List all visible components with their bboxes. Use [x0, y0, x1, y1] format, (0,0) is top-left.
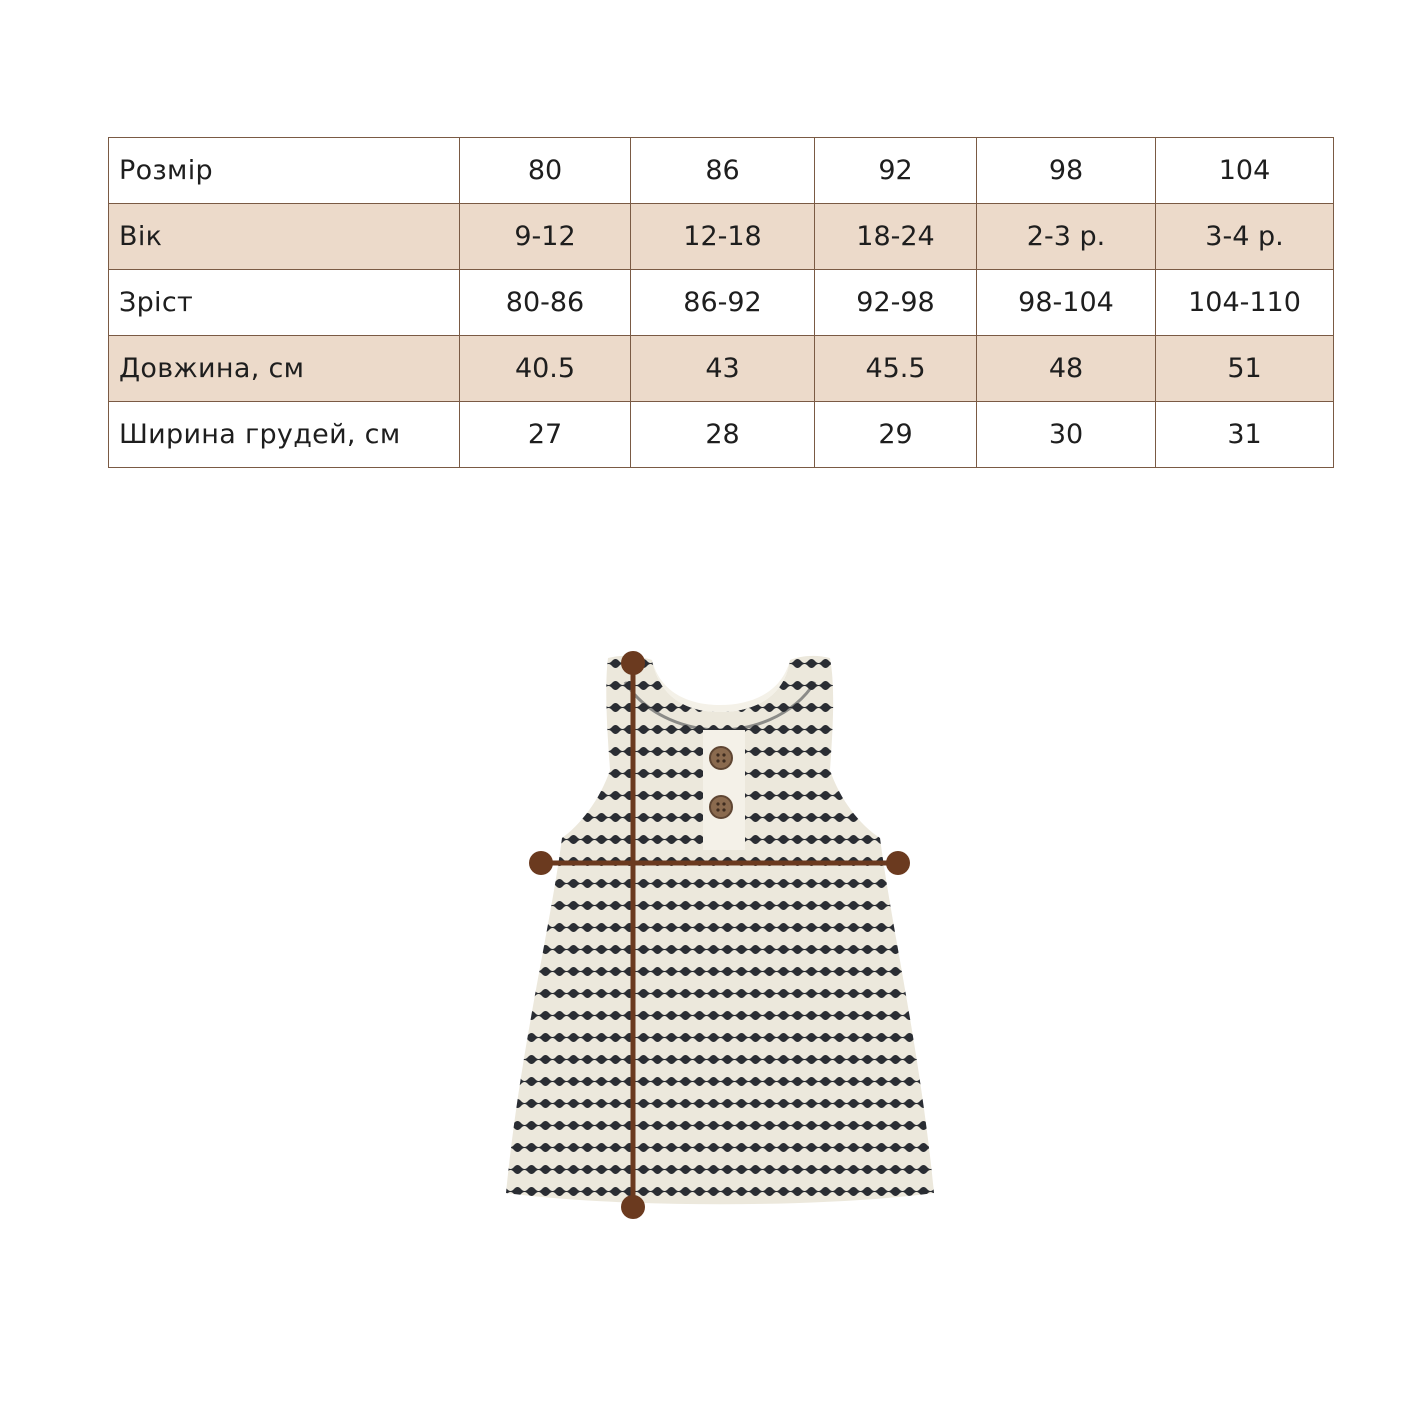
- cell-value: 29: [815, 402, 977, 468]
- row-age: [109, 204, 1334, 270]
- row-label: Вік: [109, 204, 460, 270]
- dress-body: [500, 630, 940, 1230]
- row-height: [109, 270, 1334, 336]
- cell-value: 9-12: [460, 204, 631, 270]
- row-size: [109, 138, 1334, 204]
- row-label: Розмір: [109, 138, 460, 204]
- cell-value: 48: [977, 336, 1156, 402]
- row-length: [109, 336, 1334, 402]
- row-label: Ширина грудей, см: [109, 402, 460, 468]
- cell-value: 86: [631, 138, 815, 204]
- cell-value: 80: [460, 138, 631, 204]
- cell-value: 51: [1156, 336, 1334, 402]
- row-label: Зріст: [109, 270, 460, 336]
- button-icon: [710, 747, 732, 769]
- cell-value: 98: [977, 138, 1156, 204]
- cell-value: 40.5: [460, 336, 631, 402]
- cell-value: 31: [1156, 402, 1334, 468]
- cell-value: 104-110: [1156, 270, 1334, 336]
- cell-value: 92: [815, 138, 977, 204]
- cell-value: 12-18: [631, 204, 815, 270]
- cell-value: 92-98: [815, 270, 977, 336]
- cell-value: 98-104: [977, 270, 1156, 336]
- cell-value: 80-86: [460, 270, 631, 336]
- cell-value: 18-24: [815, 204, 977, 270]
- cell-value: 45.5: [815, 336, 977, 402]
- cell-value: 28: [631, 402, 815, 468]
- size-chart-table: [108, 137, 1334, 468]
- cell-value: 30: [977, 402, 1156, 468]
- row-chest-width: [109, 402, 1334, 468]
- cell-value: 104: [1156, 138, 1334, 204]
- button-icon: [710, 796, 732, 818]
- dress-image: [500, 630, 940, 1230]
- cell-value: 27: [460, 402, 631, 468]
- cell-value: 43: [631, 336, 815, 402]
- dress-figure: [500, 630, 940, 1230]
- cell-value: 86-92: [631, 270, 815, 336]
- cell-value: 2-3 р.: [977, 204, 1156, 270]
- cell-value: 3-4 р.: [1156, 204, 1334, 270]
- row-label: Довжина, см: [109, 336, 460, 402]
